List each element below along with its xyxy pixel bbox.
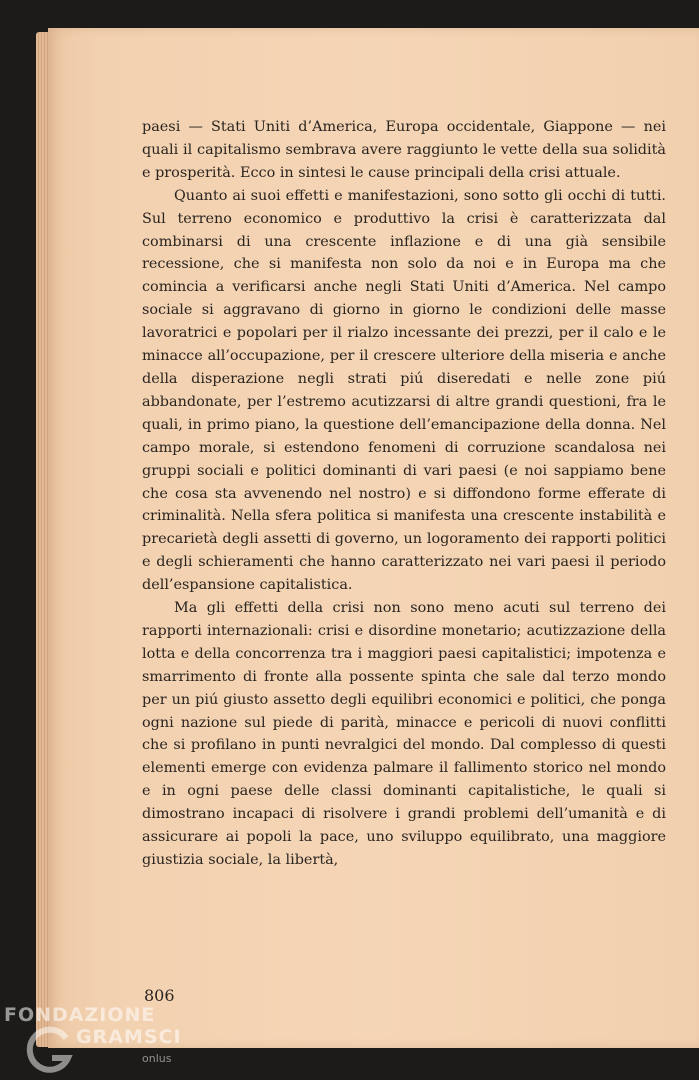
book-page xyxy=(48,28,699,1048)
paragraph-3: Ma gli effetti della crisi non sono meno acuti sul terreno dei rapporti internazionali: crisi e disordine monetario; acutizzazione della lotta e della concorrenza tra i maggiori paesi capitalistici; impotenza e smarrimento di fronte alla possente spinta che sale dal terzo mondo per un piú giusto assetto degli equilibri economici e politici, che ponga ogni nazione sul piede di parità, minacce e pericoli di nuovi conflitti che si profilano in punti nevralgici del mondo. Dal complesso di questi elementi emerge con evidenza palmare il fallimento storico nel mondo e in ogni paese delle classi dominanti capitalistiche, le quali si dimostrano incapaci di risolvere i grandi problemi dell’umanità e di assicurare ai popoli la pace, uno sviluppo equilibrato, una maggiore giustizia sociale, la libertà, xyxy=(142,600,666,868)
paragraph-2: Quanto ai suoi effetti e manifestazioni, sono sotto gli occhi di tutti. Sul terreno economico e produttivo la crisi è caratterizzata dal combinarsi di una crescente inflazione e di una già sensibile recessione, che si manifesta non solo da noi e in Europa ma che comincia a verificarsi anche negli Stati Uniti d’America. Nel campo sociale si aggravano di giorno in giorno le condizioni delle masse lavoratrici e popolari per il rialzo incessante dei prezzi, per il calo e le minacce all’occupazione, per il crescere ulteriore della miseria e anche della disperazione negli strati piú diseredati e nelle zone piú abbandonate, per l’estremo acutizzarsi di altre grandi questioni, fra le quali, in primo piano, la questione dell’emancipazione della donna. Nel campo morale, si estendono fenomeni di corruzione scandalosa nei gruppi sociali e politici dominanti di vari paesi (e noi sappiamo bene che cosa sta avvenendo nel nostro) e si diffondono forme efferate di criminalità. Nella sfera politica si manifesta una crescente instabilità e precarietà degli assetti di governo, un logoramento dei rapporti politici e degli schieramenti che hanno caratterizzato nei vari paesi il periodo dell’espansione capitalistica. xyxy=(142,187,666,594)
fondazione-gramsci-watermark xyxy=(0,1002,200,1080)
page-number: 806 xyxy=(144,986,175,1005)
watermark-suffix: onlus xyxy=(142,1052,172,1065)
page-body-text xyxy=(142,116,666,872)
paragraph-1: paesi — Stati Uniti d’America, Europa occidentale, Giappone — nei quali il capitalismo sembrava avere raggiunto le vette della sua solidità e prosperità. Ecco in sintesi le cause principali della crisi attuale. xyxy=(142,119,666,181)
watermark-line-2: GRAMSCI xyxy=(76,1026,182,1048)
gramsci-logo-icon xyxy=(26,1024,76,1076)
watermark-line-1: FONDAZIONE xyxy=(4,1004,156,1026)
